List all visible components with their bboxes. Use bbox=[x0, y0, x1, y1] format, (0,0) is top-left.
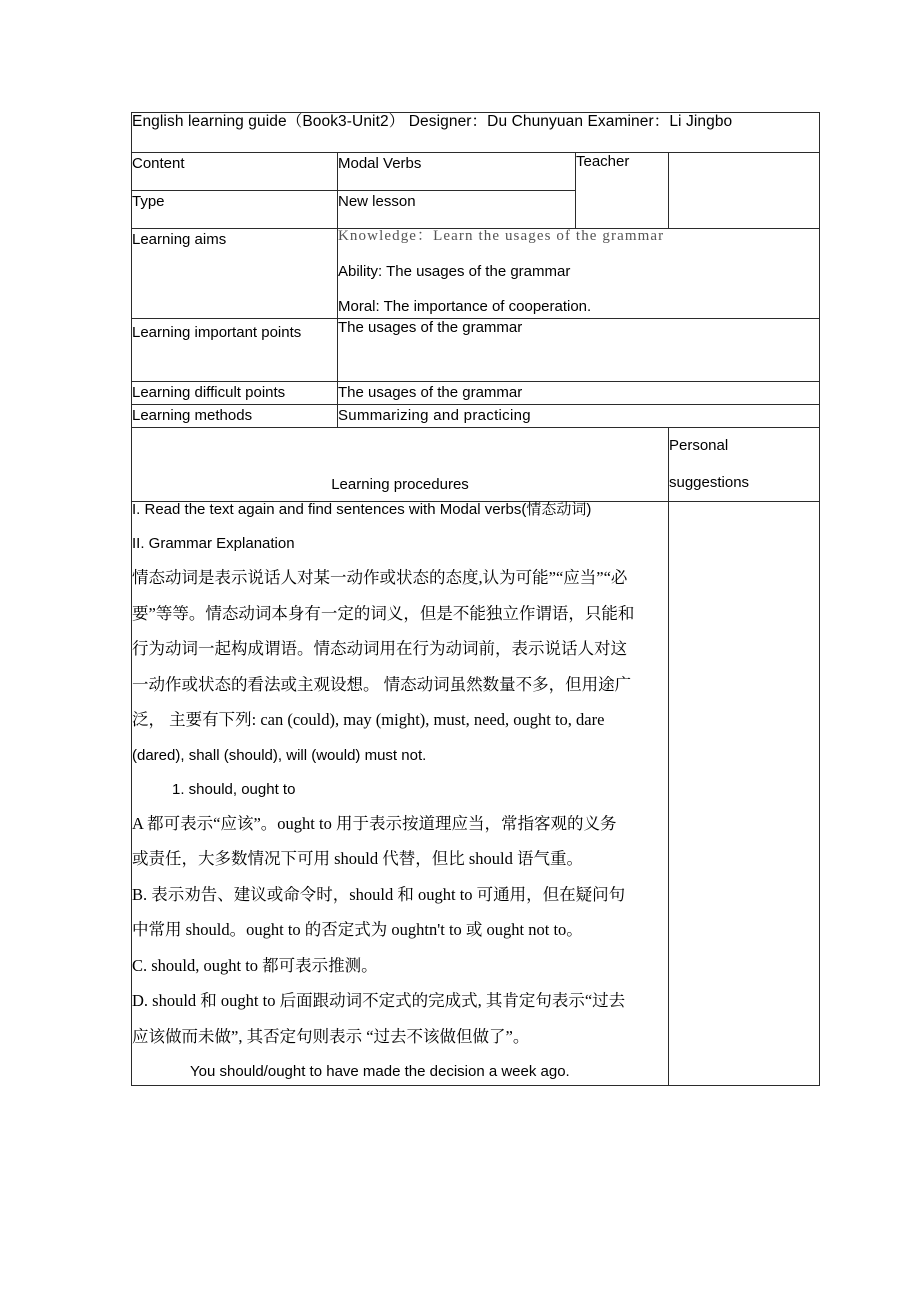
table-row-difficult-points bbox=[132, 382, 820, 405]
learning-methods-label-text: Learning methods bbox=[132, 407, 253, 424]
personal-suggestions-body bbox=[669, 502, 820, 1086]
table-row-procedures-body bbox=[132, 502, 820, 1086]
body-line-point-b-1: B. 表示劝告、建议或命令时，should 和 ought to 可通用，但在疑问句 bbox=[132, 884, 626, 904]
learning-methods-value-text: Summarizing and practicing bbox=[338, 407, 531, 424]
body-line-point-a-1: A 都可表示“应该”。ought to 用于表示按道理应当，常指客观的义务 bbox=[132, 813, 617, 833]
document-title: English learning guide（Book3-Unit2） Designer：Du Chunyuan Examiner：Li Jingbo bbox=[132, 113, 733, 130]
type-label-text: Type bbox=[132, 193, 165, 210]
table-row-header bbox=[132, 113, 820, 153]
difficult-points-label bbox=[132, 382, 338, 405]
difficult-points-label-text: Learning difficult points bbox=[132, 384, 286, 401]
body-line-example: You should/ought to have made the decision a week ago. bbox=[190, 1063, 570, 1081]
body-line-modal-list: (dared), shall (should), will (would) must not. bbox=[132, 746, 427, 764]
body-line-cn-1: 情态动词是表示说话人对某一动作或状态的态度,认为可能”“应当”“必 bbox=[132, 568, 628, 588]
content-value bbox=[338, 153, 576, 191]
type-value-text: New lesson bbox=[338, 193, 416, 210]
content-value-text: Modal Verbs bbox=[338, 155, 422, 172]
personal-suggestions-line1: Personal bbox=[669, 436, 729, 454]
table-row-procedures-header bbox=[132, 427, 820, 502]
learning-methods-label bbox=[132, 405, 338, 428]
learning-aims-label bbox=[132, 229, 338, 319]
learning-aims-label-text: Learning aims bbox=[132, 231, 227, 248]
important-points-label-text: Learning important points bbox=[132, 324, 302, 341]
table-row-learning-aims bbox=[132, 229, 820, 319]
body-line-roman-2: II. Grammar Explanation bbox=[132, 535, 295, 553]
procedures-body-cell bbox=[132, 502, 669, 1086]
important-points-label bbox=[132, 319, 338, 382]
content-label bbox=[132, 153, 338, 191]
procedures-header-cell bbox=[132, 427, 669, 502]
teacher-value bbox=[669, 153, 820, 229]
body-line-point-a-2: 或责任，大多数情况下可用 should 代替，但比 should 语气重。 bbox=[132, 849, 584, 869]
body-line-point-b-2: 中常用 should。ought to 的否定式为 oughtn't to 或 ought not to。 bbox=[132, 920, 583, 940]
learning-aim-moral: Moral: The importance of cooperation. bbox=[338, 298, 592, 315]
important-points-value bbox=[338, 319, 820, 382]
teacher-label bbox=[576, 153, 669, 229]
body-line-cn-2: 要”等等。情态动词本身有一定的词义，但是不能独立作谓语，只能和 bbox=[132, 603, 635, 623]
table-row-important-points bbox=[132, 319, 820, 382]
document-header-cell bbox=[132, 113, 820, 153]
learning-methods-value bbox=[338, 405, 820, 428]
personal-suggestions-header bbox=[669, 427, 820, 502]
body-line-item-1: 1. should, ought to bbox=[172, 780, 296, 798]
lesson-plan-table bbox=[131, 112, 820, 1086]
body-line-roman-1: I. Read the text again and find sentences with Modal verbs(情态动词) bbox=[132, 501, 592, 519]
body-line-point-d-1: D. should 和 ought to 后面跟动词不定式的完成式, 其肯定句表示“过去 bbox=[132, 991, 626, 1011]
table-row-learning-methods bbox=[132, 405, 820, 428]
type-value bbox=[338, 191, 576, 229]
learning-aims-value bbox=[338, 229, 820, 319]
important-points-value-text: The usages of the grammar bbox=[338, 319, 523, 336]
teacher-label-text: Teacher bbox=[576, 153, 630, 170]
body-line-cn-3: 行为动词一起构成谓语。情态动词用在行为动词前，表示说话人对这 bbox=[132, 639, 627, 659]
table-row-content bbox=[132, 153, 820, 191]
body-line-point-d-2: 应该做而未做”, 其否定句则表示 “过去不该做但做了”。 bbox=[132, 1026, 530, 1046]
learning-aim-ability: Ability: The usages of the grammar bbox=[338, 263, 571, 280]
body-line-cn-4: 一动作或状态的看法或主观设想。 情态动词虽然数量不多，但用途广 bbox=[132, 674, 632, 694]
difficult-points-value bbox=[338, 382, 820, 405]
difficult-points-value-text: The usages of the grammar bbox=[338, 384, 523, 401]
body-line-cn-5: 泛， 主要有下列: can (could), may (might), must, need, ought to, dare bbox=[132, 710, 605, 730]
content-label-text: Content bbox=[132, 155, 185, 172]
type-label bbox=[132, 191, 338, 229]
personal-suggestions-line2: suggestions bbox=[669, 473, 750, 491]
procedures-header-text: Learning procedures bbox=[331, 476, 469, 494]
body-line-point-c: C. should, ought to 都可表示推测。 bbox=[132, 955, 378, 975]
learning-aim-knowledge: Knowledge：Learn the usages of the grammar bbox=[338, 228, 665, 244]
